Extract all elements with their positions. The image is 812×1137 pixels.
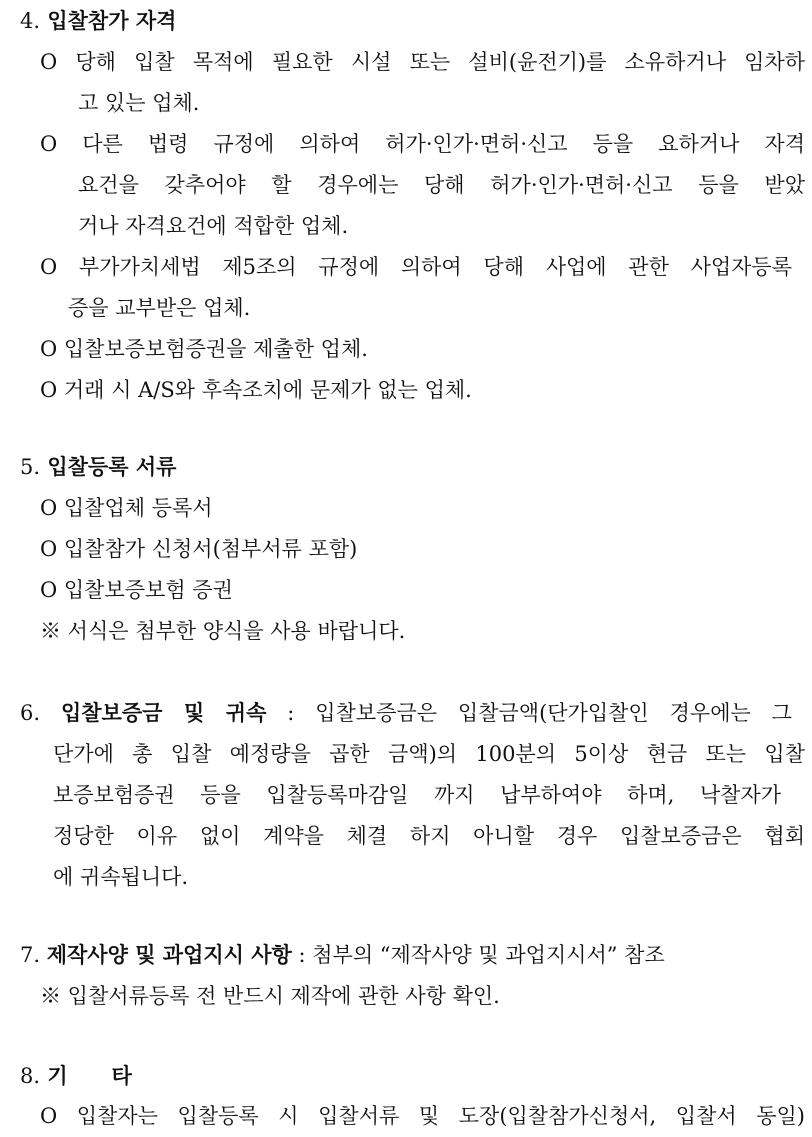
- section-6-line-1-text: 입찰보증금은 입찰금액(단가입찰인 경우에는 그: [315, 701, 792, 725]
- section-4-item-2-line-3: 거나 자격요건에 적합한 업체.: [78, 214, 349, 238]
- section-4-item-3-line-1: O 부가가치세법 제5조의 규정에 의하여 당해 사업에 관한 사업자등록: [40, 255, 792, 279]
- section-5-number: 5.: [20, 455, 41, 479]
- section-5-item-2: O 입찰참가 신청서(첨부서류 포함): [40, 537, 358, 561]
- section-6-line-1: [20, 699, 792, 727]
- section-8-item-1: O 입찰자는 입찰등록 시 입찰서류 및 도장(입찰참가신청서, 입찰서 동일): [40, 1104, 805, 1128]
- section-5-title: 입찰등록 서류: [47, 455, 177, 479]
- section-4-item-1-line-1: O 당해 입찰 목적에 필요한 시설 또는 설비(윤전기)를 소유하거나 임차하: [40, 50, 805, 74]
- section-7-note: ※ 입찰서류등록 전 반드시 제작에 관한 사항 확인.: [40, 984, 500, 1008]
- section-4-item-1-line-2: 고 있는 업체.: [78, 91, 200, 115]
- section-6-line-2: 단가에 총 입찰 예정량을 곱한 금액)의 100분의 5이상 현금 또는 입찰: [53, 742, 805, 766]
- section-4-item-5: O 거래 시 A/S와 후속조치에 문제가 없는 업체.: [40, 378, 472, 402]
- section-4-item-2-line-1: O 다른 법령 규정에 의하여 허가·인가·면허·신고 등을 요하거나 자격: [40, 132, 805, 156]
- section-8-title: 기 타: [47, 1064, 132, 1088]
- section-6-number: 6.: [20, 701, 41, 725]
- section-8-heading: [20, 1062, 132, 1090]
- section-7-title: 제작사양 및 과업지시 사항: [46, 943, 292, 967]
- section-8-number: 8.: [20, 1064, 41, 1088]
- section-4-title: 입찰참가 자격: [47, 9, 177, 33]
- section-7-line-1: [20, 941, 665, 969]
- section-6-line-5: 에 귀속됩니다.: [53, 865, 189, 889]
- section-4-item-2-line-2: 요건을 갖추어야 할 경우에는 당해 허가·인가·면허·신고 등을 받았: [78, 173, 805, 197]
- section-7-number: 7.: [20, 943, 41, 967]
- section-5-heading: [20, 453, 176, 481]
- section-5-item-3: O 입찰보증보험 증권: [40, 578, 233, 602]
- section-6-line-3: 보증보험증권 등을 입찰등록마감일 까지 납부하여야 하며, 낙찰자가: [53, 783, 781, 807]
- section-4-item-3-line-2: 증을 교부받은 업체.: [68, 296, 251, 320]
- section-5-item-1: O 입찰업체 등록서: [40, 496, 213, 520]
- section-7-colon: :: [291, 943, 313, 967]
- section-6-line-4: 정당한 이유 없이 계약을 체결 하지 아니할 경우 입찰보증금은 협회: [53, 824, 805, 848]
- section-4-number: 4.: [20, 9, 41, 33]
- section-4-item-4: O 입찰보증보험증권을 제출한 업체.: [40, 337, 368, 361]
- section-6-colon: :: [266, 701, 316, 725]
- section-7-text: 첨부의 “제작사양 및 과업지시서” 참조: [312, 943, 665, 967]
- section-4-heading: [20, 7, 176, 35]
- section-6-title: 입찰보증금 및 귀속: [60, 701, 267, 725]
- section-5-note: ※ 서식은 첨부한 양식을 사용 바랍니다.: [40, 619, 406, 643]
